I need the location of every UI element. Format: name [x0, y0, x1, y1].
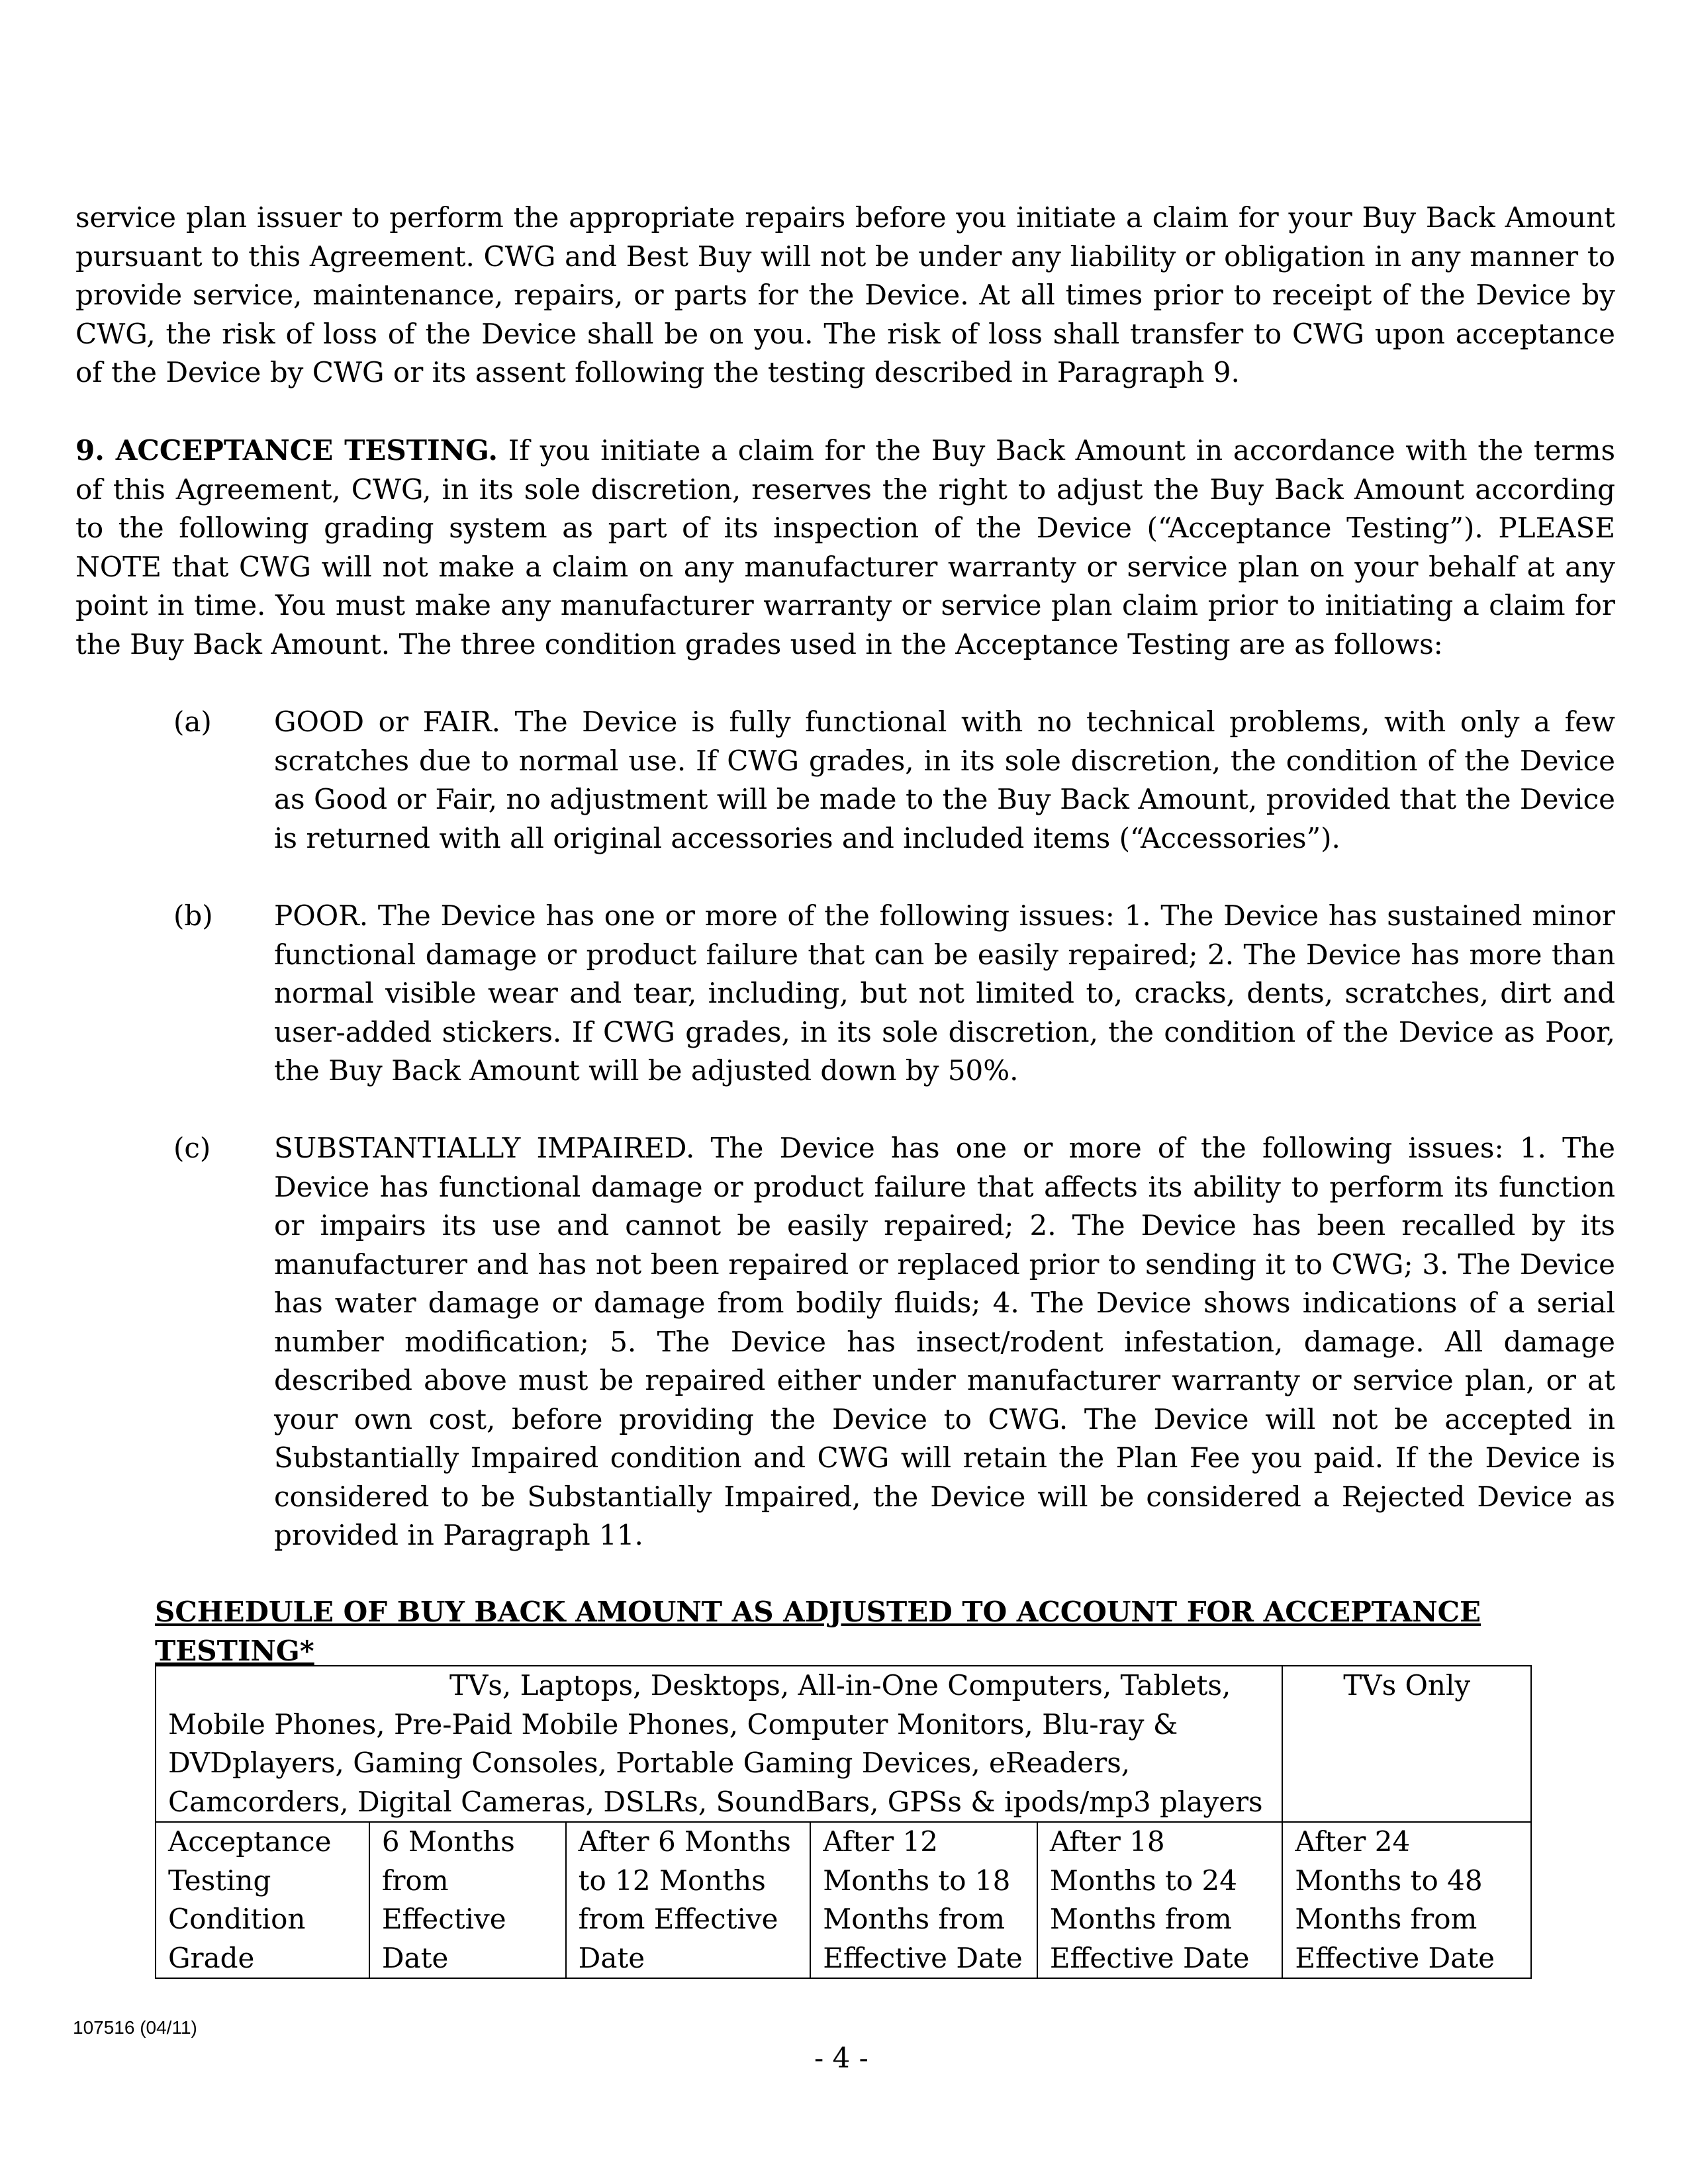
- page-number: - 4 -: [814, 2042, 868, 2074]
- buy-back-schedule-table: [155, 1665, 1532, 1979]
- column-header-24-48-months: After 24 Months to 48 Months from Effective Date: [1282, 1822, 1531, 1978]
- grade-text: GOOD or FAIR. The Device is fully functional with no technical problems, with only a few scratches due to normal use. If CWG grades, in its sole discretion, the condition of the Device as Good or Fair, no adjustment will be made to the Buy Back Amount, provided that the Device is returned with all original accessories and included items (“Accessories”).: [274, 705, 1615, 854]
- section-9-heading: 9. ACCEPTANCE TESTING.: [75, 434, 498, 467]
- device-category-line-1: TVs, Laptops, Desktops, All-in-One Computers, Tablets,: [449, 1669, 1231, 1702]
- table-row: [156, 1822, 1531, 1978]
- column-header-6-months: 6 Months from Effective Date: [369, 1822, 566, 1978]
- grade-text: POOR. The Device has one or more of the following issues: 1. The Device has sustained minor functional damage or product failure that can be easily repaired; 2. The Device has more than normal visible wear and tear, including, but not limited to, cracks, dents, scratches, dirt and user-added stickers. If CWG grades, in its sole discretion, the condition of the Device as Poor, the Buy Back Amount will be adjusted down by 50%.: [274, 899, 1615, 1087]
- tvs-only-header: TVs Only: [1282, 1666, 1531, 1822]
- column-header-grade: Acceptance Testing Condition Grade: [156, 1822, 369, 1978]
- device-category-header: [156, 1666, 1282, 1822]
- grade-marker: (a): [173, 705, 212, 738]
- continuation-paragraph: service plan issuer to perform the appropriate repairs before you initiate a claim for your Buy Back Amount pursuant to this Agreement. CWG and Best Buy will not be under any liability or obligation in any manner to provide service, maintenance, repairs, or parts for the Device. At all times prior to receipt of the Device by CWG, the risk of loss of the Device shall be on you. The risk of loss shall transfer to CWG upon acceptance of the Device by CWG or its assent following the testing described in Paragraph 9.: [75, 201, 1615, 388]
- form-code: 107516 (04/11): [73, 2017, 197, 2038]
- section-9-paragraph: [75, 432, 1615, 664]
- schedule-title: SCHEDULE OF BUY BACK AMOUNT AS ADJUSTED TO ACCOUNT FOR ACCEPTANCE TESTING*: [155, 1596, 1481, 1667]
- column-header-6-12-months: After 6 Months to 12 Months from Effective Date: [566, 1822, 811, 1978]
- section-9-text: If you initiate a claim for the Buy Back Amount in accordance with the terms of this Agreement, CWG, in its sole discretion, reserves the right to adjust the Buy Back Amount according to the following grading system as part of its inspection of the Device (“Acceptance Testing”). PLEASE NOTE that CWG will not make a claim on any manufacturer warranty or service plan on your behalf at any point in time. You must make any manufacturer warranty or service plan claim prior to initiating a claim for the Buy Back Amount. The three condition grades used in the Acceptance Testing are as follows:: [75, 434, 1616, 660]
- grade-text: SUBSTANTIALLY IMPAIRED. The Device has one or more of the following issues: 1. The Device has functional damage or product failure that affects its ability to perform its function or impairs its use and cannot be easily repaired; 2. The Device has been recalled by its manufacturer and has not been repaired or replaced prior to sending it to CWG; 3. The Device has water damage or damage from bodily fluids; 4. The Device shows indications of a serial number modification; 5. The Device has insect/rodent infestation, damage. All damage described above must be repaired either under manufacturer warranty or service plan, or at your own cost, before providing the Device to CWG. The Device will not be accepted in Substantially Impaired condition and CWG will retain the Plan Fee you paid. If the Device is considered to be Substantially Impaired, the Device will be considered a Rejected Device as provided in Paragraph 11.: [274, 1132, 1615, 1551]
- grade-marker: (c): [173, 1132, 211, 1164]
- column-header-18-24-months: After 18 Months to 24 Months from Effective Date: [1037, 1822, 1283, 1978]
- table-header-row: [156, 1666, 1531, 1822]
- grade-marker: (b): [173, 899, 213, 932]
- column-header-12-18-months: After 12 Months to 18 Months from Effective Date: [810, 1822, 1037, 1978]
- device-category-rest: Mobile Phones, Pre-Paid Mobile Phones, Computer Monitors, Blu-ray & DVDplayers, Gaming Consoles, Portable Gaming Devices, eReaders, Camcorders, Digital Cameras, DSLRs, SoundBars, GPSs & ipods/mp3 players: [168, 1707, 1263, 1818]
